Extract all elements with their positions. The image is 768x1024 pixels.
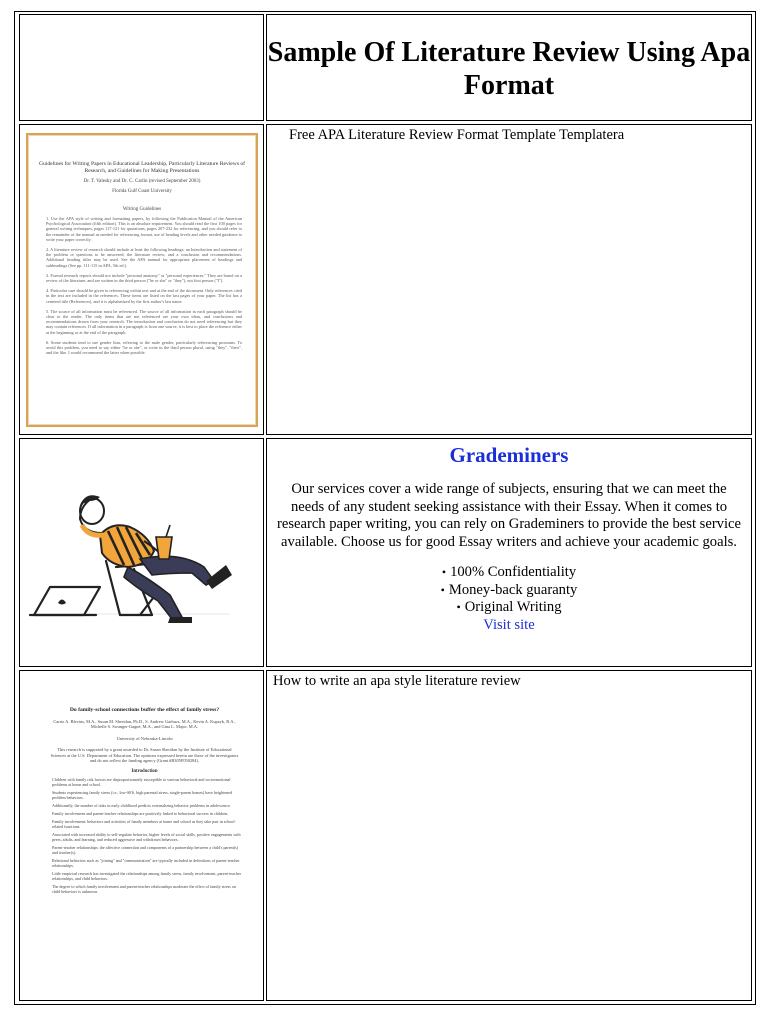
caption-cell <box>266 670 752 1001</box>
doc-authors: Carrie A. Blevins, M.A., Susan M. Sheridan, Ph.D., S. Andrew Garbacz, M.A., Kevin A. Kupzyk, B.A., Michelle S. Swanger-Gagné, M.A., and Gina L. Major, M.A. <box>53 719 236 730</box>
doc-bullet: Additionally, the number of risks in early childhood predicts externalizing behavior problems in adolescence. <box>52 803 232 809</box>
doc-paragraph: 3. Formal research reports should not include "personal anatomy" or "personal experiences." They are based on a review of the literature, and are written in the third person ("he or she" or "they"), not first person ("I"). <box>46 272 242 284</box>
person-icon <box>80 495 232 623</box>
doc-bullet: The degree to which family involvement and parent-teacher relationships moderate the effect of family stress on child behaviors is unknown. <box>52 884 236 895</box>
doc-bullet: Children with family risk factors are disproportionately susceptible to various behavioral and socioemotional problems at home and school. <box>52 777 231 788</box>
caption-cell <box>266 124 752 435</box>
doc-bullet: Associated with increased ability to self-regulate behavior, higher levels of social skills, positive engagements with peers, adults, and learning, and reduced aggressive and withdrawn behaviors. <box>52 832 241 843</box>
header-cell <box>266 14 752 121</box>
doc-bullet: Family involvement: behaviors and activities of family members at home and school as they take part in school-related functions. <box>52 819 236 830</box>
doc-title: Guidelines for Writing Papers in Educational Leadership, Particularly Literature Reviews of Research, and Guidelines for Making Presentations <box>38 161 246 174</box>
doc-bullet: Family involvement and parent-teacher relationships are positively linked to behavioral success in children. <box>52 811 229 817</box>
visit-site-link[interactable]: Visit site <box>483 616 535 633</box>
doc-affiliation: Florida Gulf Coast University <box>112 189 172 194</box>
doc-heading: Writing Guidelines <box>122 207 162 212</box>
doc-paragraph: 1. Use the APA style of writing and formatting papers, by following the Publication Manual of the American Psychological Association (fifth edition). This is an absolute requirement. You should read the first 100 pages for general writing techniques, pages 117-121 for quotations, pages 207-232 for referencing, and you should refer to the remainder of the manual as needed for referencing format, use of heading levels and other needed guidance to write your paper correctly. <box>46 216 242 242</box>
doc-paragraph: 4. Particular care should be given to referencing within text and at the end of the document. Only references cited in the text are included in the references. These items are listed on the last pages of your paper. The list has a centered title (References), and it is alphabetized by the first author's last name. <box>46 288 242 304</box>
doc-bullet: Relational behaviors such as "joining" and "communication" are typically included in definitions of parent-teacher relationships. <box>52 858 240 869</box>
document-thumbnail[interactable] <box>42 707 247 967</box>
doc-bullet: Little empirical research has investigated the relationships among family stress, family involvement, parent-teacher relationships, and child behaviors. <box>52 871 241 882</box>
student-relaxing-illustration <box>20 439 263 666</box>
doc-title: Do family-school connections buffer the effect of family stress? <box>69 707 220 713</box>
doc-paragraph: 5. The source of all information must be referenced. The source of all information in each paragraph should be clear to the reader. The only items that are not referenced are your own ideas, and conclusions and recommendations drawn from your research. The introduction and conclusion do not need referencing but they may contain references. If all information in a paragraph is from one source, it is best to place the reference either at the beginning or at the end of the paragraph. <box>46 308 242 335</box>
laptop-icon <box>30 587 100 615</box>
ad-description: Our services cover a wide range of subjects, ensuring that we can meet the needs of any student seeking assistance with their Essay. When it comes to research paper writing, you can rely on Grademiners to provide the best service available. Choose us for good Essay writers and achieve your academic goals. <box>277 481 741 550</box>
feature-item: • 100% Confidentiality <box>267 564 751 582</box>
illustration-cell <box>19 438 264 667</box>
doc-authors: Dr. T. Valesky and Dr. C. Carlin (revised September 2003) <box>83 179 201 184</box>
advertisement-cell <box>266 438 752 667</box>
document-thumbnail[interactable] <box>26 133 258 427</box>
doc-paragraph: 2. A literature review of research should include at least the following headings: an Introduction and statement of the problem or questions to be answered; the literature review; and a conclusion and recommendations. Additional heading titles may be used. See the APA manual for appropriate placement of headings and subheadings (See pp. 111-115 in APA, 5th ed.). <box>46 247 242 268</box>
feature-item: • Original Writing <box>267 599 751 617</box>
doc-affiliation: University of Nebraska-Lincoln <box>116 735 173 741</box>
doc-paragraph: 6. Some students tend to use gender bias, referring to the male gender, particularly referencing pronouns. To avoid this problem, you need to say either "he or she", or write in the third person plural, using "they", "their", and the like. I would recommend the latter when possible. <box>46 339 242 356</box>
doc-funding-note: This research is supported by a grant awarded to Dr. Susan Sheridan by the Institute of Educational Sciences at the U.S. Department of Education. The opinions expressed herein are those of the investigators and do not reflect the funding agency (Grant #R305F050284). <box>50 747 239 764</box>
image-caption: How to write an apa style literature review <box>273 673 521 689</box>
doc-bullet: Parent-teacher relationships: the affective connection and components of a partnership between a child's parent(s) and teacher(s). <box>52 845 239 856</box>
feature-list <box>267 564 751 617</box>
page-title: Sample Of Literature Review Using Apa Format <box>267 37 751 101</box>
document-thumbnail-cell <box>19 670 264 1001</box>
feature-item: • Money-back guaranty <box>267 582 751 600</box>
document-thumbnail-cell <box>19 124 264 435</box>
doc-heading: Introduction <box>131 769 158 775</box>
image-caption: Free APA Literature Review Format Template Templatera <box>289 127 625 143</box>
ad-title[interactable]: Grademiners <box>449 443 569 467</box>
page-table <box>14 11 756 1005</box>
header-empty-cell <box>19 14 264 121</box>
doc-bullet: Students experiencing family stress (i.e., low-SES, high parental stress, single-parent homes) have heightened problem behaviors. <box>52 790 232 801</box>
